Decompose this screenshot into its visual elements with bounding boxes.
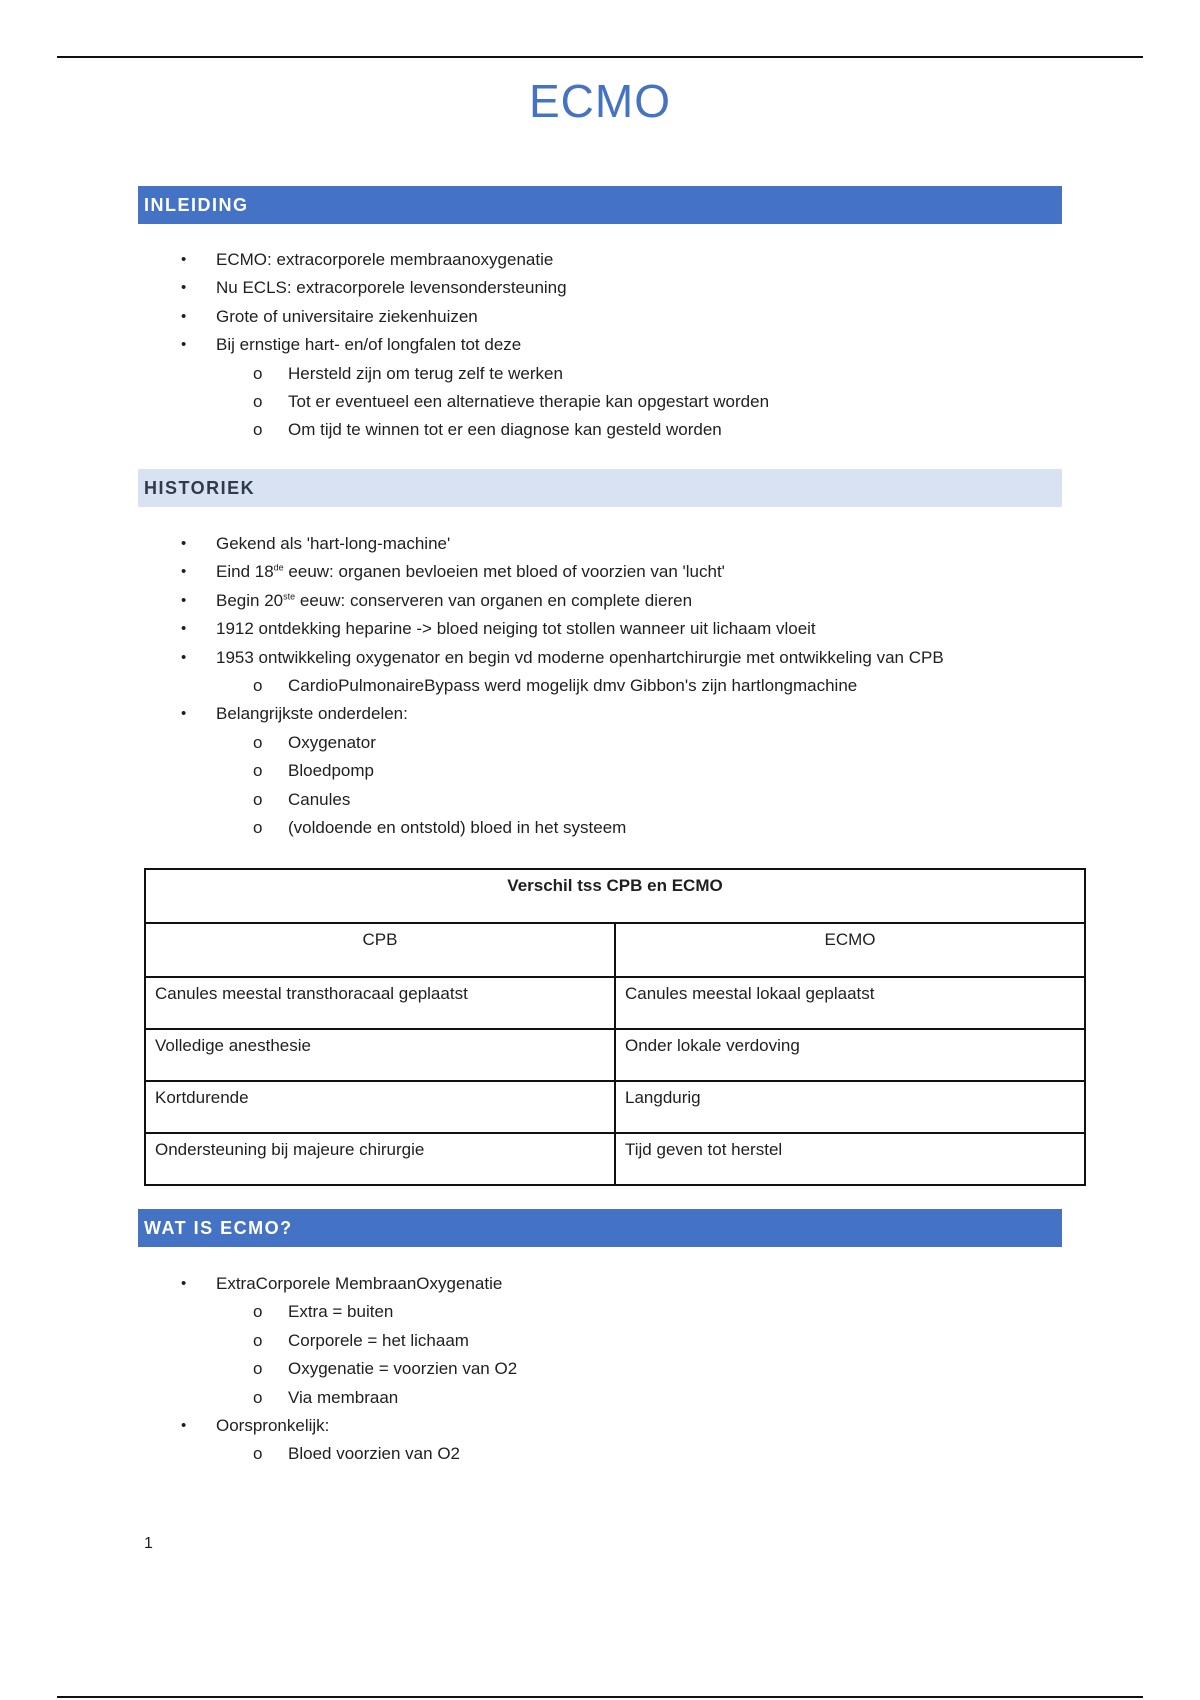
list-item: • ExtraCorporele MembraanOxygenatie — [0, 1270, 1100, 1298]
column-header-ecmo: ECMO — [615, 923, 1085, 977]
bullet-icon: • — [181, 336, 187, 354]
table-cell-ecmo: Tijd geven tot herstel — [615, 1133, 1085, 1185]
comparison-table — [144, 868, 1086, 1186]
sub-bullet-icon: o — [253, 1330, 263, 1350]
table-cell-ecmo: Langdurig — [615, 1081, 1085, 1133]
sub-bullet-icon: o — [253, 1302, 263, 1322]
list-item: • ECMO: extracorporele membraanoxygenatie — [0, 246, 1100, 274]
bullet-icon: • — [181, 307, 187, 325]
sub-list-item: o Canules — [0, 786, 1100, 814]
list-item: • Eind 18de eeuw: organen bevloeien met bloed of voorzien van 'lucht' — [0, 558, 1100, 586]
sub-bullet-icon: o — [253, 789, 263, 809]
sub-list-item: o Oxygenatie = voorzien van O2 — [0, 1355, 1100, 1383]
sub-list-item: o Bloed voorzien van O2 — [0, 1440, 1100, 1468]
table-cell-cpb: Canules meestal transthoracaal geplaatst — [145, 977, 615, 1029]
bottom-rule — [57, 1696, 1143, 1698]
list-item: • Bij ernstige hart- en/of longfalen tot deze — [0, 331, 1100, 359]
sub-list-item: o Via membraan — [0, 1384, 1100, 1412]
historiek-list — [0, 530, 1100, 842]
bullet-icon: • — [181, 591, 187, 609]
sub-bullet-icon: o — [253, 1387, 263, 1407]
sub-bullet-icon: o — [253, 817, 263, 837]
sub-bullet-icon: o — [253, 391, 263, 411]
inleiding-list — [0, 246, 1100, 445]
wat-is-ecmo-list — [0, 1270, 1100, 1469]
bullet-icon: • — [181, 1275, 187, 1292]
sub-list-item: o Om tijd te winnen tot er een diagnose kan gesteld worden — [0, 416, 1100, 444]
section-heading-historiek: HISTORIEK — [138, 469, 1062, 507]
table-header-row — [145, 923, 1085, 977]
list-item: • Oorspronkelijk: — [0, 1412, 1100, 1440]
bullet-icon: • — [181, 648, 187, 666]
list-item: • Belangrijkste onderdelen: — [0, 700, 1100, 728]
sub-bullet-icon: o — [253, 732, 263, 752]
list-item: • 1912 ontdekking heparine -> bloed neiging tot stollen wanneer uit lichaam vloeit — [0, 615, 1100, 643]
bullet-icon: • — [181, 705, 187, 723]
table-row — [145, 1029, 1085, 1081]
sub-bullet-icon: o — [253, 761, 263, 781]
table-cell-cpb: Kortdurende — [145, 1081, 615, 1133]
sub-bullet-icon: o — [253, 675, 263, 695]
section-heading-inleiding: INLEIDING — [138, 186, 1062, 224]
table-cell-cpb: Volledige anesthesie — [145, 1029, 615, 1081]
list-item: • Gekend als 'hart-long-machine' — [0, 530, 1100, 558]
sub-bullet-icon: o — [253, 420, 263, 440]
bullet-icon: • — [181, 535, 187, 552]
bullet-icon: • — [181, 251, 187, 268]
list-item: • Begin 20ste eeuw: conserveren van organen en complete dieren — [0, 587, 1100, 615]
table-cell-ecmo: Canules meestal lokaal geplaatst — [615, 977, 1085, 1029]
sub-list-item: o Oxygenator — [0, 729, 1100, 757]
list-item: • 1953 ontwikkeling oxygenator en begin vd moderne openhartchirurgie met ontwikkeling van CPB — [0, 644, 1100, 672]
sub-list-item: o Extra = buiten — [0, 1298, 1100, 1326]
sub-list-item: o CardioPulmonaireBypass werd mogelijk dmv Gibbon's zijn hartlongmachine — [0, 672, 1100, 700]
sub-bullet-icon: o — [253, 363, 263, 383]
sub-bullet-icon: o — [253, 1359, 263, 1379]
column-header-cpb: CPB — [145, 923, 615, 977]
table-caption-row — [145, 869, 1085, 923]
bullet-icon: • — [181, 620, 187, 638]
table-row — [145, 977, 1085, 1029]
sub-list-item: o Tot er eventueel een alternatieve therapie kan opgestart worden — [0, 388, 1100, 416]
bullet-icon: • — [181, 1416, 187, 1434]
sub-list-item: o (voldoende en ontstold) bloed in het systeem — [0, 814, 1100, 842]
table-row — [145, 1133, 1085, 1185]
table-cell-cpb: Ondersteuning bij majeure chirurgie — [145, 1133, 615, 1185]
table-cell-ecmo: Onder lokale verdoving — [615, 1029, 1085, 1081]
sub-list-item: o Corporele = het lichaam — [0, 1327, 1100, 1355]
bullet-icon: • — [181, 563, 187, 581]
sub-list-item: o Hersteld zijn om terug zelf te werken — [0, 360, 1100, 388]
section-heading-wat-is-ecmo: WAT IS ECMO? — [138, 1209, 1062, 1247]
page-number: 1 — [144, 1535, 153, 1552]
list-item: • Grote of universitaire ziekenhuizen — [0, 303, 1100, 331]
sub-list-item: o Bloedpomp — [0, 757, 1100, 785]
bullet-icon: • — [181, 279, 187, 297]
table-caption: Verschil tss CPB en ECMO — [145, 869, 1085, 923]
top-rule — [57, 56, 1143, 58]
page-title: ECMO — [529, 75, 671, 127]
sub-bullet-icon: o — [253, 1444, 263, 1464]
list-item: • Nu ECLS: extracorporele levensondersteuning — [0, 274, 1100, 302]
table-row — [145, 1081, 1085, 1133]
